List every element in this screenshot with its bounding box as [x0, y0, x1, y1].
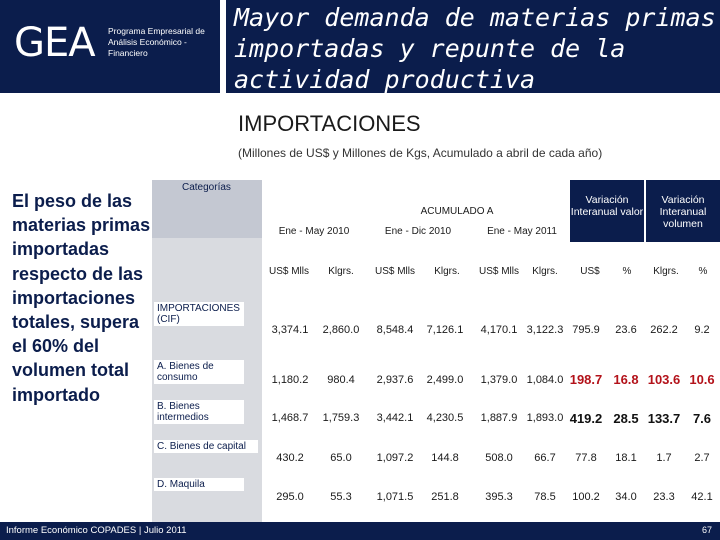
highlight-note: El peso de las materias primas importadas respecto de las importaciones totales, supera el 60% del volumen total importado	[12, 191, 151, 405]
table-cell: 980.4	[327, 374, 355, 386]
variation-value-header	[570, 180, 644, 242]
table-cell: 3,442.1	[376, 412, 414, 424]
table-cell: 430.2	[276, 452, 304, 464]
table-cell: 508.0	[485, 452, 513, 464]
table-cell-bold: 133.7	[647, 411, 681, 426]
row-label-capital-goods: C. Bienes de capital	[154, 440, 258, 453]
table-cell: 2,937.6	[376, 374, 414, 386]
table-cell: 1.7	[656, 452, 672, 464]
table-cell: 295.0	[276, 491, 304, 503]
table-cell: 3,122.3	[526, 324, 564, 336]
period-header: Ene - Dic 2010	[384, 226, 452, 237]
unit-header: %	[622, 266, 632, 277]
table-cell: 9.2	[694, 324, 710, 336]
table-cell: 34.0	[615, 491, 637, 503]
table-cell: 1,887.9	[480, 412, 518, 424]
table-cell: 2,860.0	[322, 324, 360, 336]
table-cell-highlight: 103.6	[647, 372, 681, 387]
table-cell: 1,893.0	[526, 412, 564, 424]
unit-header: Klgrs.	[434, 266, 460, 277]
table-cell: 144.8	[431, 452, 459, 464]
table-cell: 2.7	[694, 452, 710, 464]
table-cell: 262.2	[650, 324, 678, 336]
table-cell: 3,374.1	[271, 324, 309, 336]
table-cell-bold: 28.5	[613, 411, 639, 426]
table-cell: 78.5	[534, 491, 556, 503]
table-cell: 66.7	[534, 452, 556, 464]
row-label-intermediate-goods: B. Bienes intermedios	[154, 400, 244, 424]
footer-bar	[0, 522, 720, 540]
period-header: Ene - May 2011	[487, 226, 557, 237]
table-cell-bold: 419.2	[569, 411, 603, 426]
table-cell: 395.3	[485, 491, 513, 503]
unit-header: Klgrs.	[653, 266, 679, 277]
variation-volume-header	[646, 180, 720, 242]
table-cell: 2,499.0	[426, 374, 464, 386]
unit-header: US$ Mlls	[268, 266, 309, 277]
title-banner	[226, 0, 720, 93]
row-label-consumer-goods: A. Bienes de consumo	[154, 360, 244, 384]
table-cell: 1,084.0	[526, 374, 564, 386]
category-header-label: Categorías	[182, 182, 231, 193]
table-cell: 795.9	[572, 324, 600, 336]
table-cell: 7,126.1	[426, 324, 464, 336]
table-cell: 100.2	[572, 491, 600, 503]
table-cell: 55.3	[330, 491, 352, 503]
table-cell: 1,097.2	[376, 452, 414, 464]
unit-header: US$ Mlls	[478, 266, 519, 277]
period-header: Ene - May 2010	[278, 226, 350, 237]
table-cell: 4,170.1	[480, 324, 518, 336]
table-cell: 1,468.7	[271, 412, 309, 424]
unit-header: Klgrs.	[532, 266, 558, 277]
table-cell: 8,548.4	[376, 324, 414, 336]
table-cell: 77.8	[575, 452, 597, 464]
table-cell: 1,180.2	[271, 374, 309, 386]
unit-header: Klgrs.	[328, 266, 354, 277]
variation-value-label: Variación Interanual valor	[570, 194, 644, 218]
footer-text: Informe Económico COPADES | Julio 2011	[6, 525, 187, 536]
category-header	[152, 180, 262, 238]
table-cell-highlight: 16.8	[613, 372, 639, 387]
logo-subtitle: Programa Empresarial de Análisis Económico - Financiero	[108, 26, 205, 58]
table-cell-highlight: 10.6	[689, 372, 715, 387]
table-cell: 251.8	[431, 491, 459, 503]
gea-logo	[0, 0, 220, 93]
table-cell: 65.0	[330, 452, 352, 464]
header	[0, 0, 720, 93]
row-label-maquila: D. Maquila	[154, 478, 244, 491]
unit-header: %	[698, 266, 708, 277]
table-cell: 18.1	[615, 452, 637, 464]
page-title: Mayor demanda de materias primas importadas y repunte de la actividad productiva	[234, 3, 716, 93]
section-title: IMPORTACIONES	[238, 111, 421, 136]
table-cell: 23.3	[653, 491, 675, 503]
table-cell: 1,379.0	[480, 374, 518, 386]
unit-header: US$	[580, 266, 600, 277]
unit-header: US$ Mlls	[374, 266, 415, 277]
page-number: 67	[701, 525, 712, 535]
logo-text: GEA	[14, 20, 95, 66]
acumulado-header: ACUMULADO A	[420, 206, 494, 217]
table-cell: 1,071.5	[376, 491, 414, 503]
section-subtitle: (Millones de US$ y Millones de Kgs, Acumulado a abril de cada año)	[238, 146, 603, 160]
table-cell-highlight: 198.7	[569, 372, 603, 387]
table-cell-bold: 7.6	[692, 411, 712, 426]
table-cell: 23.6	[615, 324, 637, 336]
table-cell: 42.1	[691, 491, 713, 503]
table-cell: 4,230.5	[426, 412, 464, 424]
row-label-imports: IMPORTACIONES (CIF)	[154, 302, 244, 326]
imports-table	[152, 180, 720, 522]
table-cell: 1,759.3	[322, 412, 360, 424]
variation-volume-label: Variación Interanual volumen	[659, 194, 707, 230]
